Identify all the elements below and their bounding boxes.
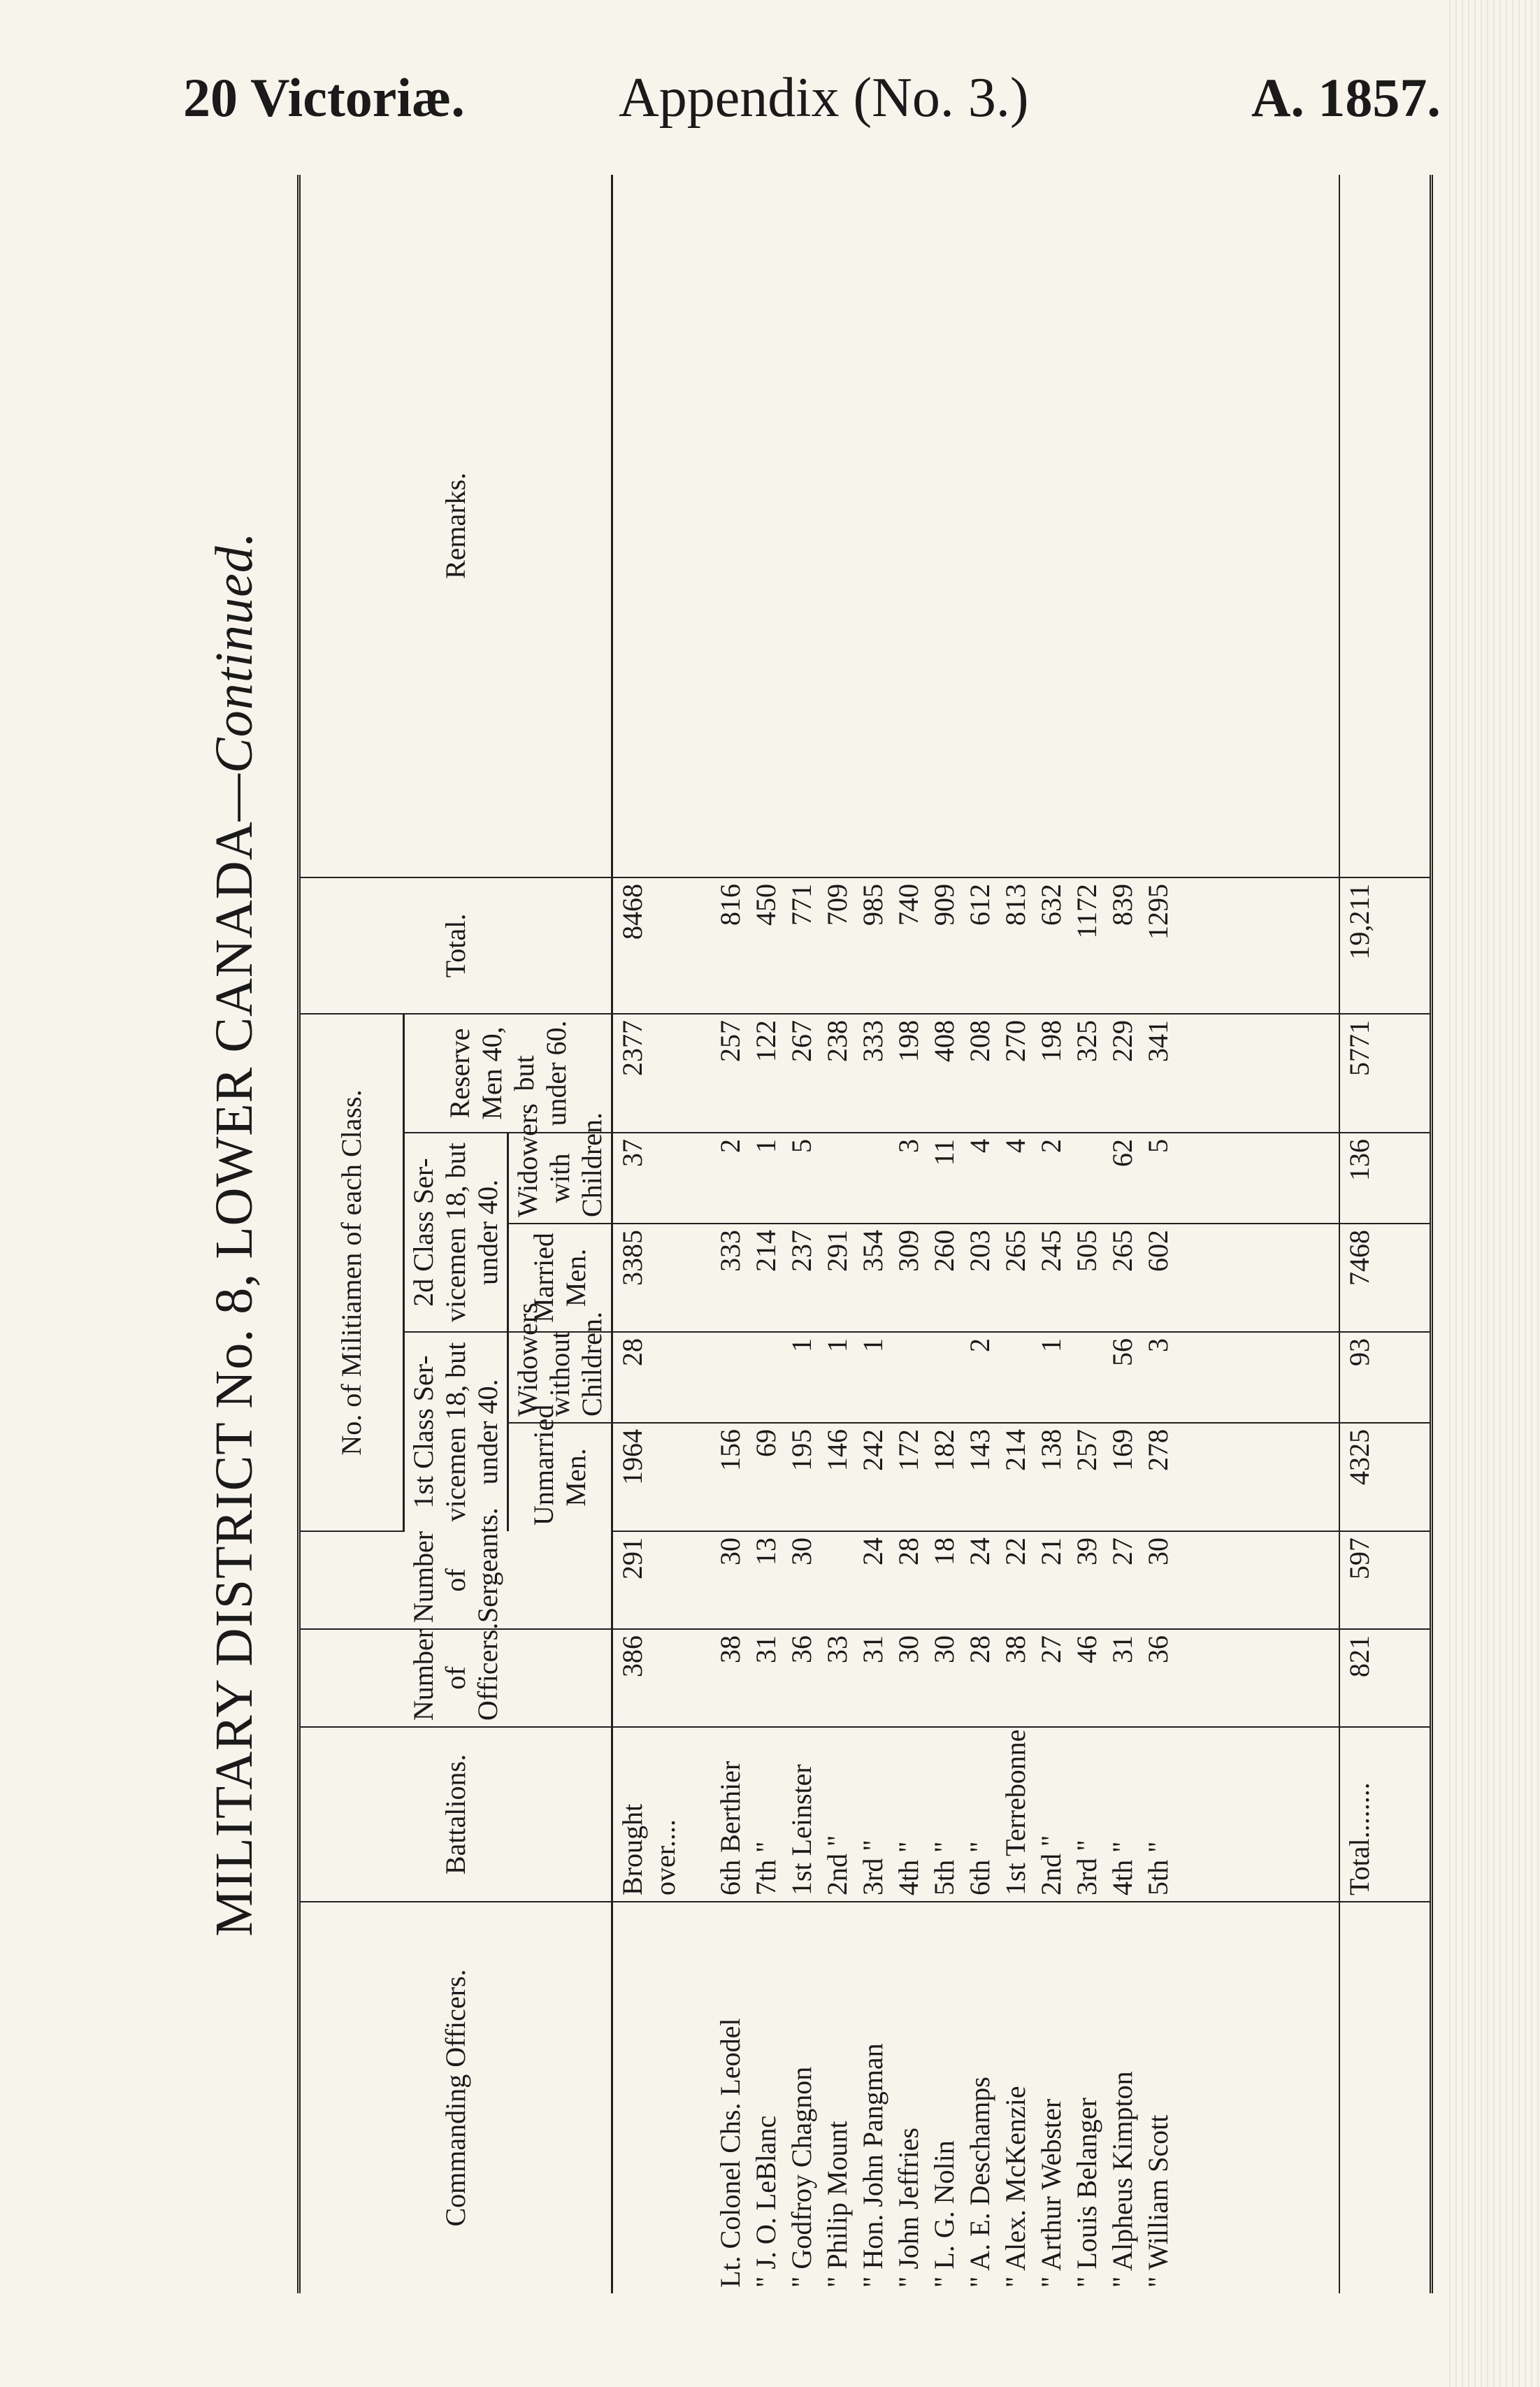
table-cell bbox=[1140, 1908, 1176, 2288]
col-widowers-with: Widowers with Children. bbox=[508, 1133, 612, 1224]
brought-widowers-without: 28 bbox=[612, 1332, 710, 1423]
table-cell: 1st Terrebonne bbox=[1000, 1729, 1031, 1895]
table-cell bbox=[784, 1908, 819, 2288]
table-cell: 31 bbox=[750, 1635, 782, 1663]
total-reserve: 5771 bbox=[1339, 1014, 1432, 1133]
table-cell: 3 bbox=[893, 1139, 924, 1153]
table-cell: 38 bbox=[714, 1635, 746, 1663]
table-cell bbox=[1069, 1139, 1104, 1217]
table-cell: 6th " bbox=[964, 1841, 995, 1895]
table-cell bbox=[855, 1908, 891, 2288]
table-cell: 1 bbox=[1035, 1338, 1067, 1352]
col-officers: Number of Officers. bbox=[299, 1629, 612, 1727]
officer-name: A. E. Deschamps bbox=[964, 2077, 995, 2271]
table-cell: 2nd " bbox=[821, 1835, 853, 1895]
table-cell: 238 bbox=[821, 1019, 853, 1062]
married-values bbox=[710, 1224, 1339, 1332]
table-cell: 3 bbox=[1142, 1338, 1174, 1352]
table-cell: 839 bbox=[1107, 883, 1138, 926]
sergeants-values bbox=[710, 1531, 1339, 1629]
table-cell: 265 bbox=[1107, 1230, 1138, 1272]
table-cell: 18 bbox=[928, 1537, 960, 1565]
officer-name: J. O. LeBlanc bbox=[750, 2115, 782, 2270]
table-cell: 309 bbox=[893, 1230, 924, 1272]
table-cell: 203 bbox=[964, 1230, 995, 1272]
table-title: MILITARY DISTRICT No. 8, LOWER CANADA—Continued. bbox=[205, 531, 264, 1937]
table-cell bbox=[926, 1338, 962, 1417]
table-cell: 333 bbox=[857, 1019, 888, 1062]
table-cell bbox=[1033, 1908, 1069, 2288]
table-cell bbox=[998, 1338, 1033, 1417]
table-cell: 36 bbox=[786, 1635, 817, 1663]
table-cell: 270 bbox=[1000, 1019, 1031, 1062]
table-cell: 24 bbox=[964, 1537, 995, 1565]
table-cell: 3rd " bbox=[857, 1840, 888, 1895]
brought-officers: 386 bbox=[612, 1629, 710, 1727]
table-cell: 30 bbox=[714, 1537, 746, 1565]
table-cell: 146 bbox=[821, 1429, 853, 1471]
table-cell: 56 bbox=[1107, 1338, 1138, 1366]
table-cell bbox=[1104, 1908, 1140, 2288]
page-edge-speckle bbox=[1449, 0, 1540, 2387]
total-widowers-with: 136 bbox=[1339, 1133, 1432, 1224]
table-cell: 5th " bbox=[1142, 1841, 1174, 1895]
widowers-with-values bbox=[710, 1133, 1339, 1224]
officer-name: Philip Mount bbox=[821, 2121, 853, 2270]
table-cell bbox=[819, 1908, 855, 2288]
table-cell: 21 bbox=[1035, 1537, 1067, 1565]
col-commanding-officers: Commanding Officers. bbox=[299, 1902, 612, 2293]
table-cell: 24 bbox=[857, 1537, 888, 1565]
total-sergeants: 597 bbox=[1339, 1531, 1432, 1629]
table-cell: 1172 bbox=[1071, 883, 1102, 939]
table-cell: 408 bbox=[928, 1019, 960, 1062]
table-cell: 22 bbox=[1000, 1537, 1031, 1565]
table-cell: 260 bbox=[928, 1230, 960, 1272]
table-cell: 257 bbox=[714, 1019, 746, 1062]
col-total: Total. bbox=[299, 877, 612, 1014]
total-married: 7468 bbox=[1339, 1224, 1432, 1332]
table-cell bbox=[748, 1908, 784, 2288]
officer-rank: Lt. Colonel bbox=[714, 2153, 746, 2288]
col-sergeants: Number of Sergeants. bbox=[299, 1531, 612, 1629]
session-label: 20 Victoriæ. bbox=[183, 67, 465, 128]
table-cell: 1 bbox=[786, 1338, 817, 1352]
col-battalions: Battalions. bbox=[299, 1727, 612, 1902]
table-cell: 5th " bbox=[928, 1841, 960, 1895]
table-cell: 38 bbox=[1000, 1635, 1031, 1663]
col-married: Married Men. bbox=[508, 1224, 612, 1332]
table-cell: 69 bbox=[750, 1429, 782, 1457]
table-cell: 7th " bbox=[750, 1841, 782, 1895]
officer-name: Chs. Leodel bbox=[714, 2018, 746, 2153]
table-cell: 242 bbox=[857, 1429, 888, 1471]
table-cell: 740 bbox=[893, 883, 924, 926]
table-cell bbox=[1069, 1338, 1104, 1417]
officer-rank: " bbox=[1107, 2270, 1138, 2288]
table-cell bbox=[1069, 1908, 1104, 2288]
officer-rank: " bbox=[821, 2269, 853, 2288]
table-cell: 46 bbox=[1071, 1635, 1102, 1663]
table-cell: 172 bbox=[893, 1429, 924, 1471]
table-cell: 2nd " bbox=[1035, 1835, 1067, 1895]
table-cell: 27 bbox=[1035, 1635, 1067, 1663]
table-cell: 122 bbox=[750, 1019, 782, 1062]
table-cell: 31 bbox=[1107, 1635, 1138, 1663]
table-cell: 169 bbox=[1107, 1429, 1138, 1471]
table-cell: 278 bbox=[1142, 1429, 1174, 1471]
total-widowers-without: 93 bbox=[1339, 1332, 1432, 1423]
table-cell: 505 bbox=[1071, 1230, 1102, 1272]
officer-rank: " bbox=[1000, 2270, 1031, 2288]
table-cell bbox=[962, 1908, 998, 2288]
table-cell: 1st Leinster bbox=[786, 1764, 817, 1895]
officer-name: Godfroy Chagnon bbox=[786, 2066, 817, 2270]
table-cell: 198 bbox=[893, 1019, 924, 1062]
table-cell: 143 bbox=[964, 1429, 995, 1471]
brought-widowers-with: 37 bbox=[612, 1133, 710, 1224]
table-cell: 27 bbox=[1107, 1537, 1138, 1565]
table-cell: 31 bbox=[857, 1635, 888, 1663]
table-cell: 341 bbox=[1142, 1019, 1174, 1062]
table-cell bbox=[819, 1537, 855, 1623]
rotated-table-stage bbox=[182, 175, 1440, 2293]
officer-rank: " bbox=[1071, 2269, 1102, 2288]
totals-row bbox=[1339, 175, 1432, 2293]
col-second-class: 2d Class Ser-vicemen 18, but under 40. bbox=[404, 1133, 508, 1332]
officer-name: Alpheus Kimpton bbox=[1107, 2071, 1138, 2271]
table-cell: 11 bbox=[928, 1139, 960, 1166]
officer-name: Hon. John Pangman bbox=[857, 2043, 888, 2270]
table-cell bbox=[855, 1139, 891, 1217]
table-cell: 3rd " bbox=[1071, 1840, 1102, 1895]
militia-table bbox=[297, 175, 1433, 2293]
table-cell: 30 bbox=[928, 1635, 960, 1663]
table-cell: 30 bbox=[786, 1537, 817, 1565]
table-cell: 612 bbox=[964, 883, 995, 926]
table-cell: 813 bbox=[1000, 883, 1031, 926]
grand-total: 19,211 bbox=[1339, 877, 1432, 1014]
brought-total: 8468 bbox=[612, 877, 710, 1014]
table-cell bbox=[998, 1908, 1033, 2288]
col-remarks: Remarks. bbox=[299, 175, 612, 877]
officer-rank: " bbox=[857, 2269, 888, 2288]
totals-label: Total........ bbox=[1339, 1727, 1432, 1902]
table-cell: 62 bbox=[1107, 1139, 1138, 1167]
battalion-names bbox=[710, 1727, 1339, 1902]
brought-unmarried: 1964 bbox=[612, 1423, 710, 1531]
table-cell: 33 bbox=[821, 1635, 853, 1663]
table-cell: 2 bbox=[1035, 1139, 1067, 1153]
table-cell: 208 bbox=[964, 1019, 995, 1062]
table-cell: 602 bbox=[1142, 1230, 1174, 1272]
table-cell: 771 bbox=[786, 883, 817, 926]
col-widowers-without: Widowers without Children. bbox=[508, 1332, 612, 1423]
table-cell: 709 bbox=[821, 883, 853, 926]
table-cell: 985 bbox=[857, 883, 888, 926]
brought-sergeants: 291 bbox=[612, 1531, 710, 1629]
table-cell: 450 bbox=[750, 883, 782, 926]
table-cell: 198 bbox=[1035, 1019, 1067, 1062]
table-cell: 6th Berthier bbox=[714, 1761, 746, 1895]
table-cell: 229 bbox=[1107, 1019, 1138, 1062]
table-cell: 909 bbox=[928, 883, 960, 926]
table-cell: 632 bbox=[1035, 883, 1067, 926]
brought-married: 3385 bbox=[612, 1224, 710, 1332]
table-cell: 138 bbox=[1035, 1429, 1067, 1471]
widowers-without-values bbox=[710, 1332, 1339, 1423]
col-reserve: Reserve Men 40, but under 60. bbox=[404, 1014, 612, 1133]
table-cell: 333 bbox=[714, 1230, 746, 1272]
col-militiamen-group: No. of Militiamen of each Class. bbox=[299, 1014, 404, 1531]
officer-name: L. G. Nolin bbox=[928, 2140, 960, 2270]
officer-names bbox=[710, 1902, 1339, 2293]
table-cell: 1295 bbox=[1142, 883, 1174, 940]
table-cell bbox=[891, 1908, 926, 2288]
brought-over-label: Brought over.... bbox=[612, 1727, 710, 1902]
officer-rank: " bbox=[750, 2269, 782, 2288]
table-cell: 4th " bbox=[1107, 1841, 1138, 1895]
table-cell: 5 bbox=[786, 1139, 817, 1153]
officer-name: William Scott bbox=[1142, 2114, 1174, 2270]
table-cell: 30 bbox=[893, 1635, 924, 1663]
officer-rank: " bbox=[786, 2269, 817, 2288]
officer-name: Alex. McKenzie bbox=[1000, 2086, 1031, 2271]
table-cell: 816 bbox=[714, 883, 746, 926]
table-cell bbox=[819, 1139, 855, 1217]
table-cell: 265 bbox=[1000, 1230, 1031, 1272]
unmarried-values bbox=[710, 1423, 1339, 1531]
table-cell bbox=[712, 1338, 748, 1417]
table-rows bbox=[710, 175, 1339, 2293]
table-cell: 257 bbox=[1071, 1429, 1102, 1471]
table-cell: 4th " bbox=[893, 1841, 924, 1895]
table-cell: 36 bbox=[1142, 1635, 1174, 1663]
table-cell: 354 bbox=[857, 1230, 888, 1272]
table-cell: 156 bbox=[714, 1429, 746, 1471]
col-unmarried: Unmarried Men. bbox=[508, 1423, 612, 1531]
table-cell: 5 bbox=[1142, 1139, 1174, 1153]
officer-rank: " bbox=[1035, 2270, 1067, 2288]
table-cell: 1 bbox=[821, 1338, 853, 1352]
table-cell: 1 bbox=[857, 1338, 888, 1352]
table-cell bbox=[712, 1908, 748, 2288]
page-header bbox=[0, 66, 1540, 136]
total-values bbox=[710, 877, 1339, 1014]
officer-rank: " bbox=[964, 2270, 995, 2288]
table-cell bbox=[926, 1908, 962, 2288]
table-cell: 214 bbox=[750, 1230, 782, 1272]
appendix-label: Appendix (No. 3.) bbox=[619, 67, 1029, 129]
col-first-class: 1st Class Ser-vicemen 18, but under 40. bbox=[404, 1332, 508, 1531]
officer-name: Louis Belanger bbox=[1071, 2098, 1102, 2270]
table-cell: 39 bbox=[1071, 1537, 1102, 1565]
table-cell: 195 bbox=[786, 1429, 817, 1471]
officers-values bbox=[710, 1629, 1339, 1727]
total-unmarried: 4325 bbox=[1339, 1423, 1432, 1531]
year-label: A. 1857. bbox=[1251, 67, 1441, 128]
table-cell: 2 bbox=[964, 1338, 995, 1352]
officer-name: Arthur Webster bbox=[1035, 2098, 1067, 2271]
officer-rank: " bbox=[928, 2269, 960, 2288]
brought-over-row bbox=[612, 175, 710, 2293]
table-cell: 30 bbox=[1142, 1537, 1174, 1565]
table-cell bbox=[891, 1338, 926, 1417]
total-officers: 821 bbox=[1339, 1629, 1432, 1727]
table-cell: 214 bbox=[1000, 1429, 1031, 1471]
brought-reserve: 2377 bbox=[612, 1014, 710, 1133]
table-cell: 28 bbox=[893, 1537, 924, 1565]
table-cell: 13 bbox=[750, 1537, 782, 1565]
officer-name: John Jeffries bbox=[893, 2128, 924, 2270]
officer-rank: " bbox=[893, 2269, 924, 2288]
officer-rank: " bbox=[1142, 2270, 1174, 2288]
table-cell: 291 bbox=[821, 1230, 853, 1272]
table-cell: 4 bbox=[964, 1139, 995, 1153]
table-cell: 267 bbox=[786, 1019, 817, 1062]
table-cell: 1 bbox=[750, 1139, 782, 1153]
table-cell: 28 bbox=[964, 1635, 995, 1663]
table-cell: 325 bbox=[1071, 1019, 1102, 1062]
table-cell: 237 bbox=[786, 1230, 817, 1272]
table-cell: 2 bbox=[714, 1139, 746, 1153]
table-cell: 182 bbox=[928, 1429, 960, 1471]
table-cell: 4 bbox=[1000, 1139, 1031, 1153]
reserve-values bbox=[710, 1014, 1339, 1133]
table-cell bbox=[748, 1338, 784, 1417]
table-cell: 245 bbox=[1035, 1230, 1067, 1272]
